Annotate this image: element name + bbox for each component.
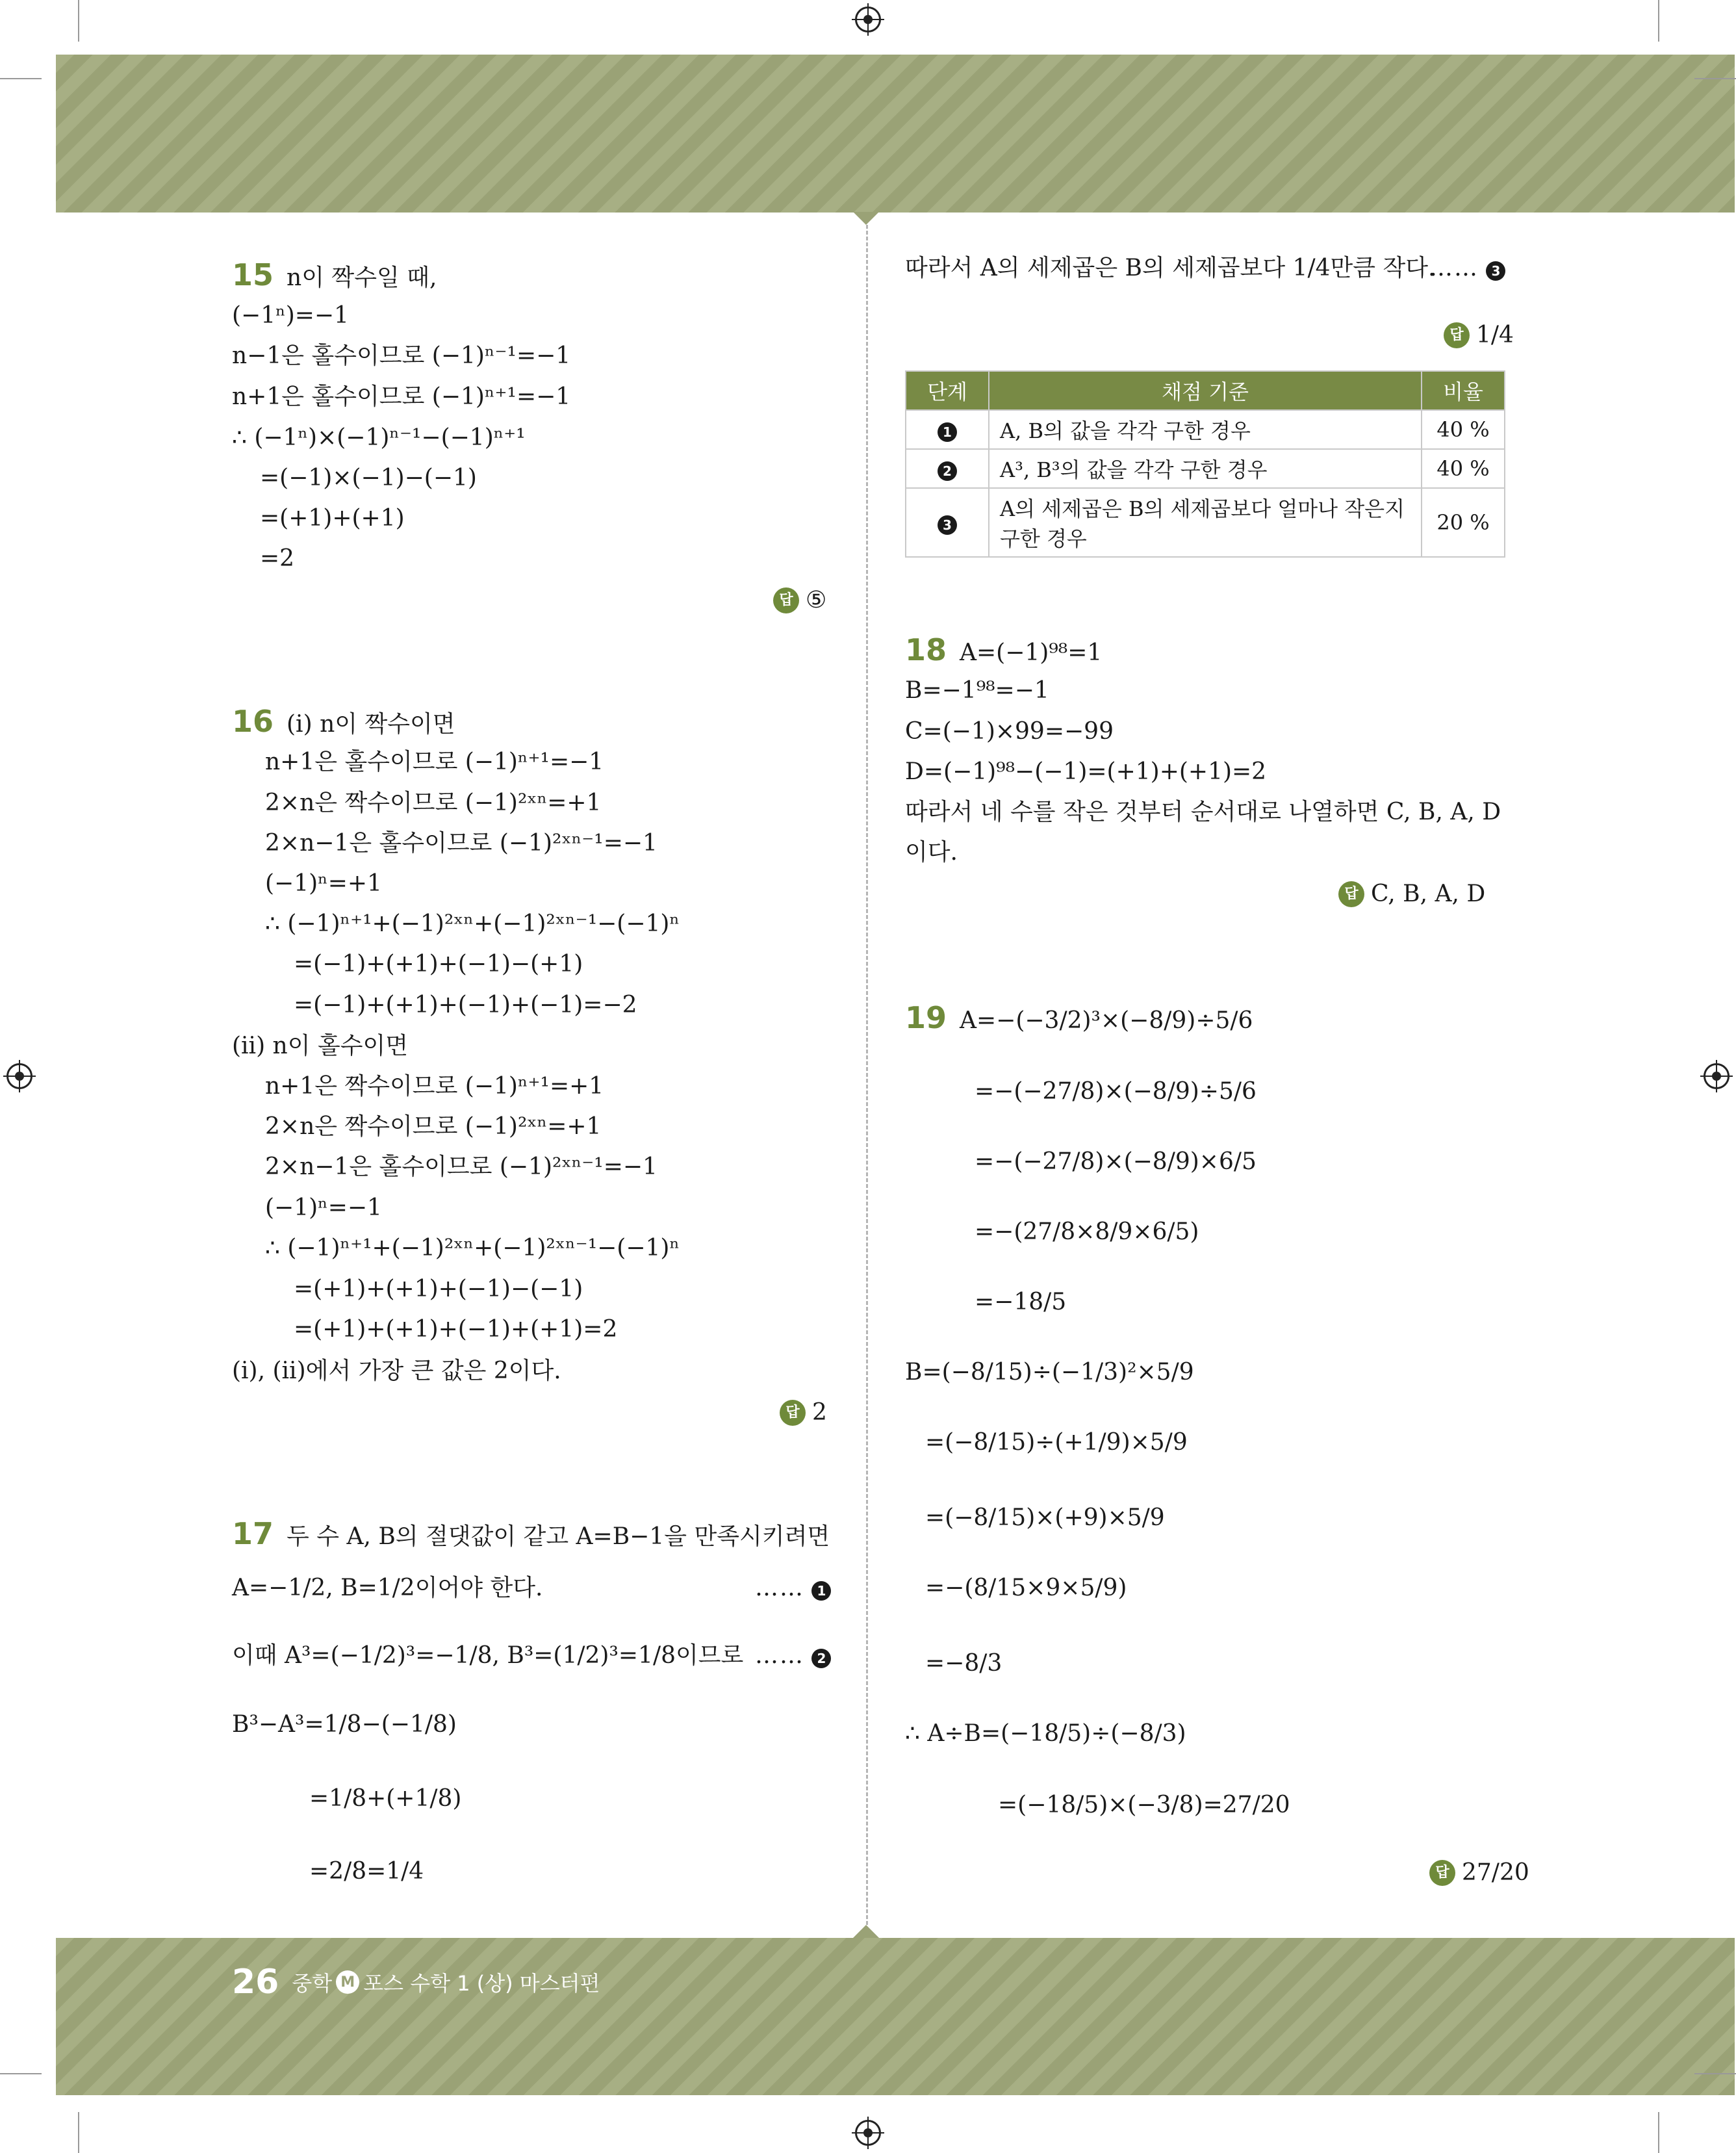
p19-line-5: =−18/5 xyxy=(975,1289,1067,1315)
problem-number: 16 xyxy=(232,704,274,739)
p17-line-4: B³−A³=1/8−(−1/8) xyxy=(232,1711,457,1738)
p15-line-5: ∴ (−1ⁿ)×(−1)ⁿ⁻¹−(−1)ⁿ⁺¹ xyxy=(232,424,526,451)
answer-badge-icon: 답 xyxy=(1444,322,1470,348)
grading-table xyxy=(905,370,1505,558)
table-header-row xyxy=(906,371,1505,410)
p16-line-15: =(+1)+(+1)+(−1)−(−1) xyxy=(294,1276,583,1302)
p15-line-2: (−1ⁿ)=−1 xyxy=(232,302,349,329)
p15-line-8: =2 xyxy=(260,545,295,572)
p19-line-6: B=(−8/15)÷(−1/3)²×5/9 xyxy=(905,1359,1194,1386)
p17-answer: 답 1/4 xyxy=(1444,322,1514,348)
p16-line-6: ∴ (−1)ⁿ⁺¹+(−1)²ˣⁿ+(−1)²ˣⁿ⁻¹−(−1)ⁿ xyxy=(265,910,680,937)
p19-line-7: =(−8/15)÷(+1/9)×5/9 xyxy=(925,1429,1188,1456)
p16-line-7: =(−1)+(+1)+(−1)−(+1) xyxy=(294,951,583,977)
answer-badge-icon: 답 xyxy=(1338,881,1364,907)
p17-line-6: =2/8=1/4 xyxy=(309,1858,424,1885)
step-2-icon: 2 xyxy=(938,461,957,481)
p19-line-4: =−(27/8×8/9×6/5) xyxy=(975,1218,1199,1245)
table-row xyxy=(906,410,1505,449)
p15-line-6: =(−1)×(−1)−(−1) xyxy=(260,465,477,491)
column-divider xyxy=(866,225,868,1925)
p16-line-9: (ⅱ) n이 홀수이면 xyxy=(232,1033,409,1059)
p17-step-marker-3: …… 3 xyxy=(1429,255,1505,281)
page-footer xyxy=(232,1963,600,2002)
crop-mark xyxy=(1658,0,1659,42)
criterion-cell: A³, B³의 값을 각각 구한 경우 xyxy=(989,449,1422,488)
step-3-icon: 3 xyxy=(1486,261,1505,281)
p18-line-6: 이다. xyxy=(905,839,958,866)
crop-mark xyxy=(1694,78,1736,79)
p19-line-10: =−8/3 xyxy=(925,1650,1002,1677)
column-header: 비율 xyxy=(1422,371,1505,410)
answer-badge-icon: 답 xyxy=(773,587,799,613)
p15-line-3: n−1은 홀수이므로 (−1)ⁿ⁻¹=−1 xyxy=(232,342,571,369)
p15-answer: 답 ⑤ xyxy=(773,587,826,613)
p15-line-4: n+1은 홀수이므로 (−1)ⁿ⁺¹=−1 xyxy=(232,383,571,410)
step-1-icon: 1 xyxy=(938,422,957,442)
book-title: 중학 M 포스 수학 1 (상) 마스터편 xyxy=(292,1971,600,1996)
ratio-cell: 40 % xyxy=(1422,449,1505,488)
problem-number: 15 xyxy=(232,257,274,292)
problem-number: 18 xyxy=(905,632,947,667)
p16-line-2: n+1은 홀수이므로 (−1)ⁿ⁺¹=−1 xyxy=(265,749,604,775)
p16-line-10: n+1은 짝수이므로 (−1)ⁿ⁺¹=+1 xyxy=(265,1073,604,1100)
p19-line-9: =−(8/15×9×5/9) xyxy=(925,1575,1127,1601)
crop-mark xyxy=(0,78,42,79)
p19-line-12: =(−18/5)×(−3/8)=27/20 xyxy=(998,1792,1290,1818)
p17-line-7: 따라서 A의 세제곱은 B의 세제곱보다 1/4만큼 작다. xyxy=(905,255,1436,281)
registration-mark-icon xyxy=(855,6,881,32)
p16-line-8: =(−1)+(+1)+(−1)+(−1)=−2 xyxy=(294,992,637,1018)
p16-line-16: =(+1)+(+1)+(−1)+(+1)=2 xyxy=(294,1316,618,1343)
p16-line-11: 2×n은 짝수이므로 (−1)²ˣⁿ=+1 xyxy=(265,1113,602,1140)
registration-mark-icon xyxy=(855,2120,881,2146)
p19-line-11: ∴ A÷B=(−18/5)÷(−8/3) xyxy=(905,1720,1186,1747)
p16-line-3: 2×n은 짝수이므로 (−1)²ˣⁿ=+1 xyxy=(265,790,602,816)
p19-answer: 답 27/20 xyxy=(1429,1860,1529,1886)
p19-line-3: =−(−27/8)×(−8/9)×6/5 xyxy=(975,1148,1257,1175)
crop-mark xyxy=(78,0,79,42)
p16-line-1: 16 (ⅰ) n이 짝수이면 xyxy=(232,704,455,739)
column-header: 채점 기준 xyxy=(989,371,1422,410)
p15-line-7: =(+1)+(+1) xyxy=(260,505,405,532)
p18-line-5: 따라서 네 수를 작은 것부터 순서대로 나열하면 C, B, A, D xyxy=(905,799,1501,825)
table-row xyxy=(906,488,1505,557)
p18-line-1: 18 A=(−1)⁹⁸=1 xyxy=(905,632,1103,667)
p16-line-12: 2×n−1은 홀수이므로 (−1)²ˣⁿ⁻¹=−1 xyxy=(265,1154,657,1180)
step-3-icon: 3 xyxy=(938,515,957,535)
crop-mark xyxy=(1694,2073,1736,2074)
p18-line-3: C=(−1)×99=−99 xyxy=(905,718,1114,745)
criterion-cell: A의 세제곱은 B의 세제곱보다 얼마나 작은지 구한 경우 xyxy=(989,488,1422,557)
footer-notch xyxy=(853,1925,879,1938)
p16-line-4: 2×n−1은 홀수이므로 (−1)²ˣⁿ⁻¹=−1 xyxy=(265,830,657,857)
p17-step-marker-2: …… 2 xyxy=(755,1643,831,1669)
p15-line-1: 15 n이 짝수일 때, xyxy=(232,257,437,292)
page-number: 26 xyxy=(232,1963,279,2002)
ratio-cell: 40 % xyxy=(1422,410,1505,449)
crop-mark xyxy=(0,2073,42,2074)
registration-mark-icon xyxy=(1704,1063,1730,1089)
problem-number: 19 xyxy=(905,1000,947,1035)
p19-line-2: =−(−27/8)×(−8/9)÷5/6 xyxy=(975,1078,1257,1105)
criterion-cell: A, B의 값을 각각 구한 경우 xyxy=(989,410,1422,449)
column-header: 단계 xyxy=(906,371,989,410)
answer-badge-icon: 답 xyxy=(1429,1860,1455,1886)
p16-line-5: (−1)ⁿ=+1 xyxy=(265,870,382,897)
p16-line-17: (ⅰ), (ⅱ)에서 가장 큰 값은 2이다. xyxy=(232,1358,561,1384)
p19-line-1: 19 A=−(−3/2)³×(−8/9)÷5/6 xyxy=(905,1000,1253,1035)
p17-line-5: =1/8+(+1/8) xyxy=(309,1785,462,1812)
p18-line-2: B=−1⁹⁸=−1 xyxy=(905,677,1049,704)
header-band xyxy=(56,55,1735,213)
table-row xyxy=(906,449,1505,488)
step-2-icon: 2 xyxy=(811,1649,831,1668)
p18-line-4: D=(−1)⁹⁸−(−1)=(+1)+(+1)=2 xyxy=(905,758,1267,785)
m-logo-icon: M xyxy=(336,1970,359,1994)
p16-line-14: ∴ (−1)ⁿ⁺¹+(−1)²ˣⁿ+(−1)²ˣⁿ⁻¹−(−1)ⁿ xyxy=(265,1235,680,1261)
registration-mark-icon xyxy=(6,1063,32,1089)
p19-line-8: =(−8/15)×(+9)×5/9 xyxy=(925,1504,1165,1531)
crop-mark xyxy=(78,2112,79,2153)
p17-line-1: 17 두 수 A, B의 절댓값이 같고 A=B−1을 만족시키려면 xyxy=(232,1516,830,1551)
step-1-icon: 1 xyxy=(811,1581,831,1601)
footer-band xyxy=(56,1938,1735,2095)
p17-step-marker-1: …… 1 xyxy=(755,1575,831,1601)
p17-line-2: A=−1/2, B=1/2이어야 한다. xyxy=(232,1575,543,1601)
ratio-cell: 20 % xyxy=(1422,488,1505,557)
p17-line-3: 이때 A³=(−1/2)³=−1/8, B³=(1/2)³=1/8이므로 xyxy=(232,1642,744,1669)
answer-badge-icon: 답 xyxy=(780,1400,806,1426)
p16-answer: 답 2 xyxy=(780,1400,827,1426)
crop-mark xyxy=(1658,2112,1659,2153)
p16-line-13: (−1)ⁿ=−1 xyxy=(265,1194,382,1221)
header-notch xyxy=(853,212,879,225)
problem-number: 17 xyxy=(232,1516,274,1551)
p18-answer: 답 C, B, A, D xyxy=(1338,881,1485,907)
